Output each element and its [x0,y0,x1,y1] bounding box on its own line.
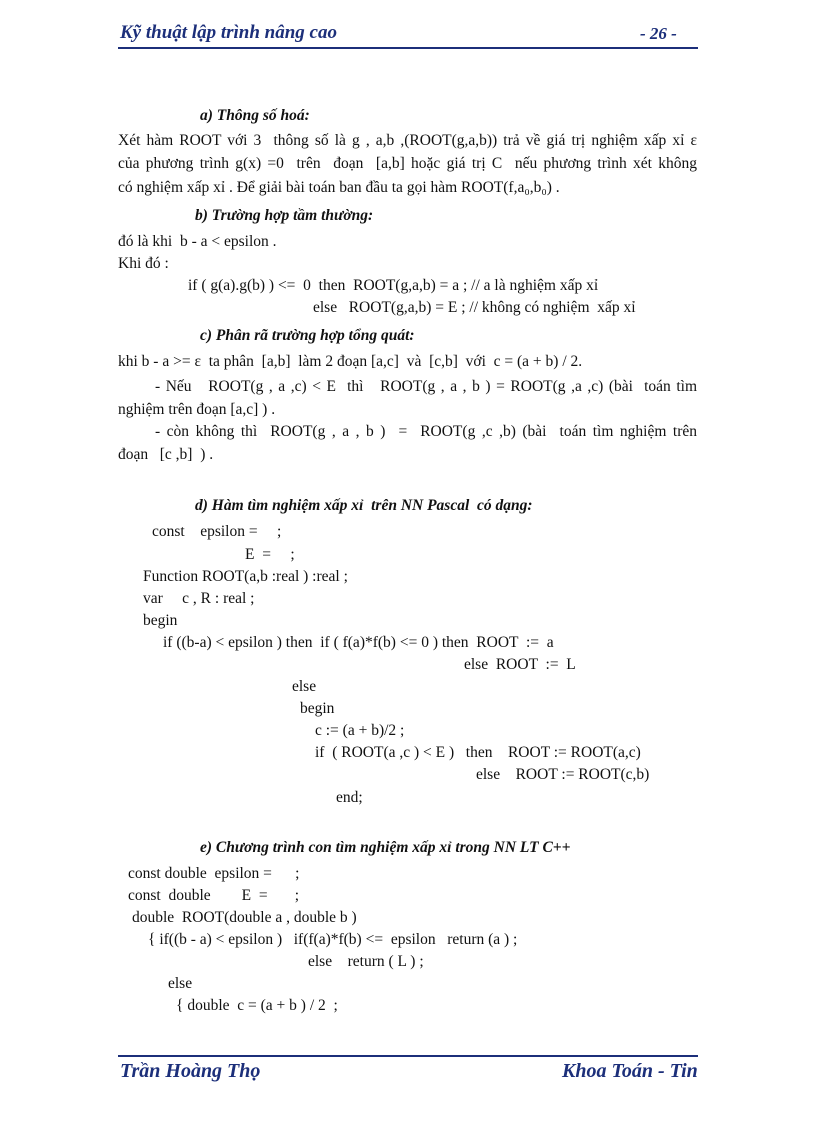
code-line: begin [300,700,335,717]
header-title: Kỹ thuật lập trình nâng cao [120,22,337,43]
code-line: const double E = ; [128,887,300,904]
footer-department: Khoa Toán - Tin [562,1060,698,1082]
heading-c: c) Phân rã trường hợp tổng quát: [200,327,415,344]
code-line: else [292,678,317,695]
code-line: begin [143,612,178,629]
heading-e: e) Chương trình con tìm nghiệm xấp xỉ trong NN LT C++ [200,839,571,856]
code-line: Function ROOT(a,b :real ) :real ; [143,568,348,585]
code-line: { double c = (a + b ) / 2 ; [176,997,338,1014]
paragraph-line: của phương trình g(x) =0 trên đoạn [a,b] hoặc giá trị C nếu phương trình xét không [118,155,697,172]
code-line: if ((b-a) < epsilon ) then if ( f(a)*f(b) <= 0 ) then ROOT := a [163,634,554,651]
code-line: { if((b - a) < epsilon ) if(f(a)*f(b) <= epsilon return (a ) ; [148,931,518,948]
text-line: - Nếu ROOT(g , a ,c) < E thì ROOT(g , a , b ) = ROOT(g ,a ,c) (bài toán tìm [155,378,697,395]
heading-d: d) Hàm tìm nghiệm xấp xỉ trên NN Pascal có dạng: [195,497,533,514]
code-line: double ROOT(double a , double b ) [132,909,357,926]
heading-b: b) Trường hợp tầm thường: [195,207,374,224]
paragraph-line: có nghiệm xấp xỉ . Để giải bài toán ban đầu ta gọi hàm ROOT(f,a₀,b₀) . [118,179,560,196]
code-line: else [168,975,193,992]
code-line: const epsilon = ; [152,523,282,540]
text-line: đoạn [c ,b] ) . [118,446,214,463]
code-line: if ( ROOT(a ,c ) < E ) then ROOT := ROOT(a,c) [315,744,641,761]
code-line: else return ( L ) ; [308,953,424,970]
code-line: else ROOT := L [464,656,576,673]
text-line: nghiệm trên đoạn [a,c] ) . [118,401,276,418]
text-line: Khi đó : [118,255,169,272]
footer-divider [118,1055,698,1057]
code-line: end; [336,789,363,806]
text-line: else ROOT(g,a,b) = E ; // không có nghiệm xấp xỉ [313,299,636,316]
text-line: - còn không thì ROOT(g , a , b ) = ROOT(g ,c ,b) (bài toán tìm nghiệm trên [155,423,697,440]
code-line: c := (a + b)/2 ; [315,722,405,739]
text-line: đó là khi b - a < epsilon . [118,233,277,250]
page-number: - 26 - [640,24,677,43]
code-line: const double epsilon = ; [128,865,300,882]
footer-author: Trần Hoàng Thọ [120,1060,261,1082]
header-divider [118,47,698,49]
text-line: if ( g(a).g(b) ) <= 0 then ROOT(g,a,b) = a ; // a là nghiệm xấp xỉ [188,277,599,294]
paragraph-line: Xét hàm ROOT với 3 thông số là g , a,b ,(ROOT(g,a,b)) trả về giá trị nghiệm xấp xỉ ε [118,132,697,149]
heading-a: a) Thông số hoá: [200,107,310,124]
text-line: khi b - a >= ε ta phân [a,b] làm 2 đoạn [a,c] và [c,b] với c = (a + b) / 2. [118,353,583,370]
code-line: E = ; [245,546,295,563]
code-line: else ROOT := ROOT(c,b) [476,766,650,783]
code-line: var c , R : real ; [143,590,255,607]
